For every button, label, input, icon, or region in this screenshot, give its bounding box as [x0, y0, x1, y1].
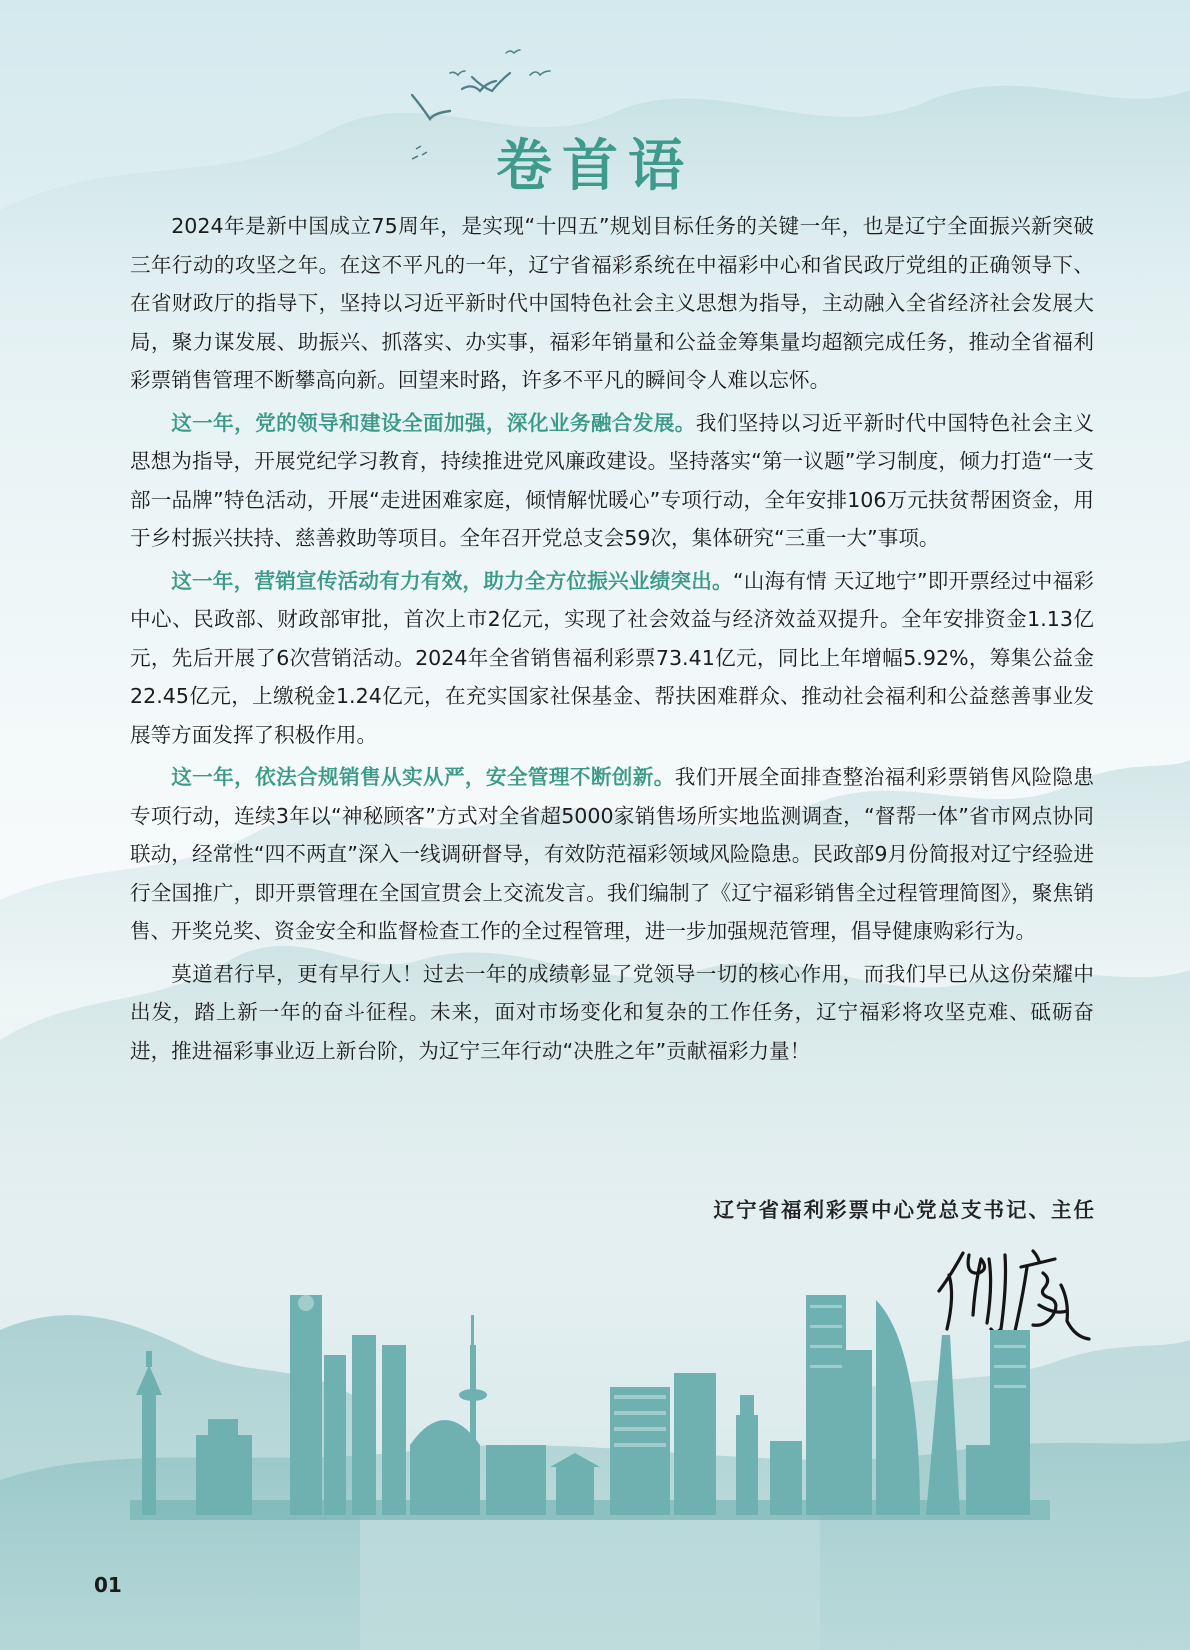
page-number: 01	[94, 1573, 122, 1597]
paragraph-3-text: “山海有情 天辽地宁”即开票经过中福彩中心、民政部、财政部审批，首次上市2亿元，实现了社会效益与经济效益双提升。全年安排资金1.13亿元，先后开展了6次营销活动。2024年全省销售福利彩票73.41亿元，同比上年增幅5.92%，筹集公益金22.45亿元，上缴税金1.24亿元，在充实国家社保基金、帮扶困难群众、推动社会福利和公益慈善事业发展等方面发挥了积极作用。	[130, 568, 1094, 747]
paragraph-3-highlight: 这一年，营销宣传活动有力有效，助力全方位振兴业绩突出。	[171, 568, 733, 593]
paragraph-5	[130, 955, 1094, 1071]
paragraph-2-highlight: 这一年，党的领导和建设全面加强，深化业务融合发展。	[171, 410, 696, 435]
paragraph-2-text: 我们坚持以习近平新时代中国特色社会主义思想为指导，开展党纪学习教育，持续推进党风廉政建设。坚持落实“第一议题”学习制度，倾力打造“一支部一品牌”特色活动，开展“走进困难家庭，倾情解忧暖心”专项行动，全年安排106万元扶贫帮困资金，用于乡村振兴扶持、慈善救助等项目。全年召开党总支会59次，集体研究“三重一大”事项。	[130, 410, 1094, 550]
page-title: 卷首语	[496, 133, 694, 199]
paragraph-4-highlight: 这一年，依法合规销售从实从严，安全管理不断创新。	[171, 765, 675, 789]
paragraph-4-text: 我们开展全面排查整治福利彩票销售风险隐患专项行动，连续3年以“神秘顾客”方式对全省超5000家销售场所实地监测调查，“督帮一体”省市网点协同联动，经常性“四不两直”深入一线调研督导，有效防范福彩领域风险隐患。民政部9月份简报对辽宁经验进行全国推广，即开票管理在全国宣贯会上交流发言。我们编制了《辽宁福彩销售全过程管理简图》，聚焦销售、开奖兑奖、资金安全和监督检查工作的全过程管理，进一步加强规范管理，倡导健康购彩行为。	[130, 765, 1094, 943]
city-skyline-illustration	[130, 1295, 1090, 1520]
paragraph-2	[130, 404, 1094, 558]
paragraph-3	[130, 562, 1094, 755]
paragraph-5-text: 莫道君行早，更有早行人！过去一年的成绩彰显了党领导一切的核心作用，而我们早已从这份荣耀中出发，踏上新一年的奋斗征程。未来，面对市场变化和复杂的工作任务，辽宁福彩将攻坚克难、砥砺奋进，推进福彩事业迈上新台阶，为辽宁三年行动“决胜之年”贡献福彩力量！	[130, 961, 1094, 1063]
body-text	[130, 207, 1094, 1074]
paragraph-4	[130, 758, 1094, 951]
paragraph-1	[130, 207, 1094, 400]
signer-title: 辽宁省福利彩票中心党总支书记、主任	[713, 1198, 1096, 1222]
paragraph-1-text: 2024年是新中国成立75周年，是实现“十四五”规划目标任务的关键一年，也是辽宁全面振兴新突破三年行动的攻坚之年。在这不平凡的一年，辽宁省福彩系统在中福彩中心和省民政厅党组的正确领导下、在省财政厅的指导下，坚持以习近平新时代中国特色社会主义思想为指导，主动融入全省经济社会发展大局，聚力谋发展、助振兴、抓落实、办实事，福彩年销量和公益金筹集量均超额完成任务，推动全省福利彩票销售管理不断攀高向新。回望来时路，许多不平凡的瞬间令人难以忘怀。	[130, 214, 1094, 392]
